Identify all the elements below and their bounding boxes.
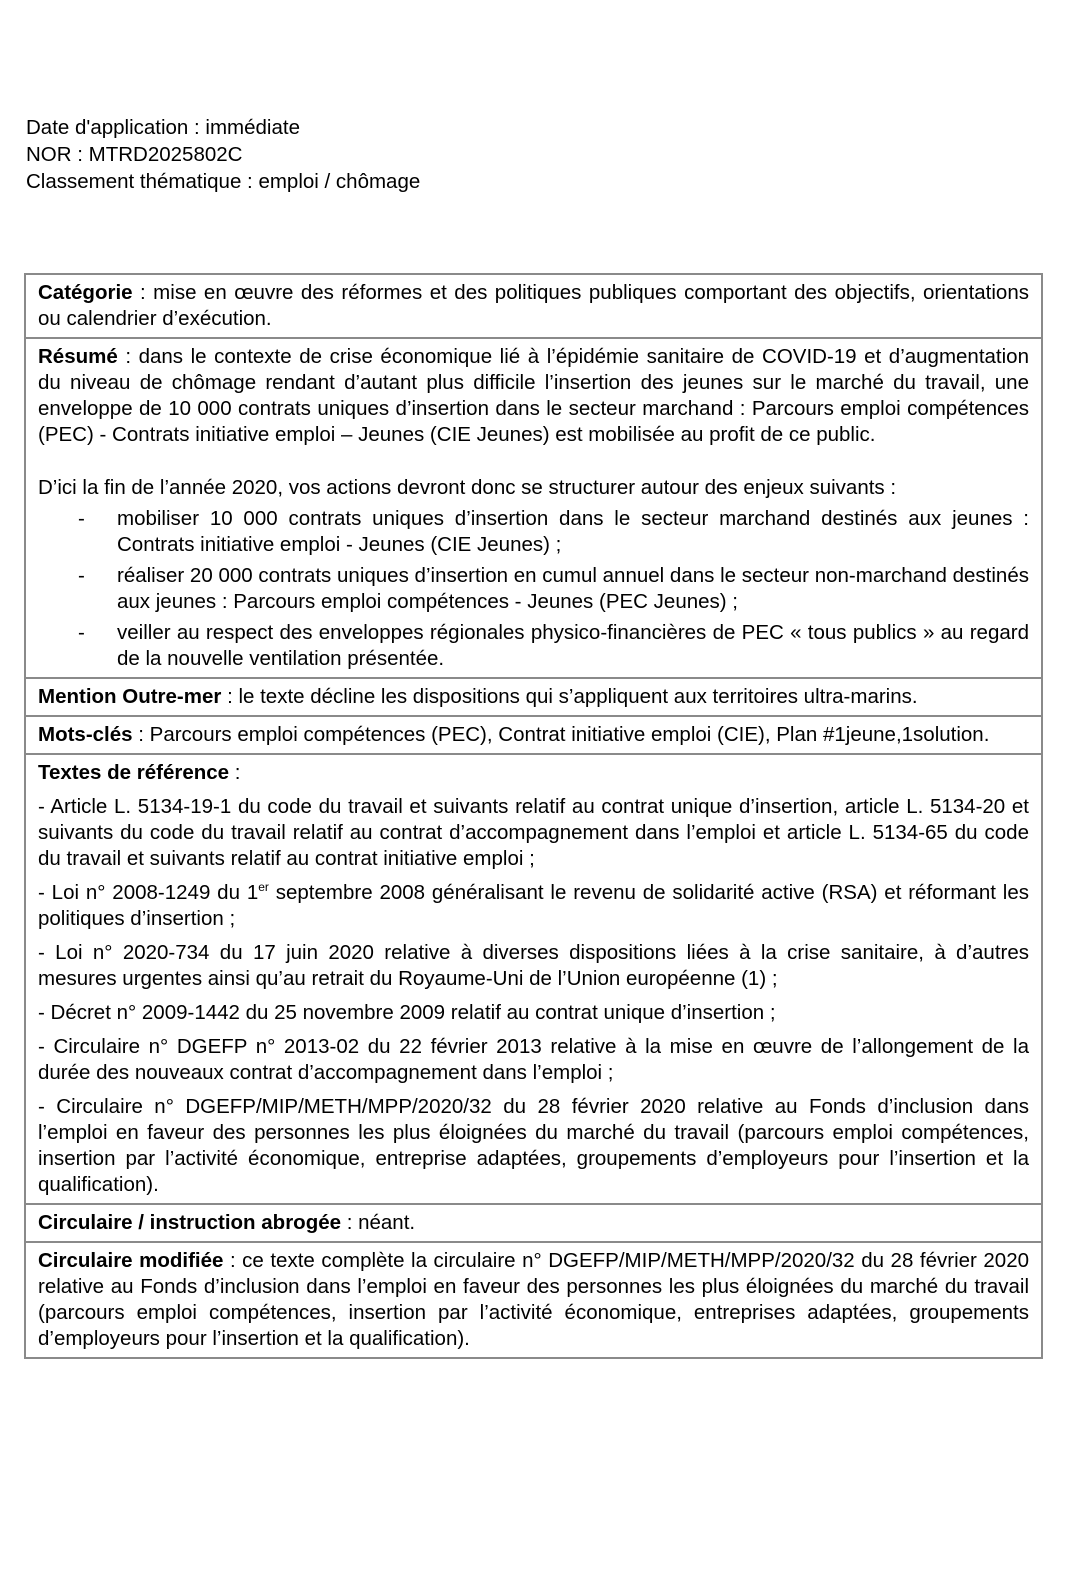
- motscles-text: : Parcours emploi compétences (PEC), Contrat initiative emploi (CIE), Plan #1jeune,1solution.: [132, 723, 990, 746]
- reference-item: - Décret n° 2009-1442 du 25 novembre 2009 relatif au contrat unique d’insertion ;: [38, 1001, 776, 1024]
- reference-item: - Loi n° 2008-1249 du 1er septembre 2008 généralisant le revenu de solidarité active (RSA) et réformant les politiques d’insertion ;: [38, 880, 1030, 930]
- reference-item: - Circulaire n° DGEFP n° 2013-02 du 22 février 2013 relative à la mise en œuvre de l’allongement de la durée des nouveaux contrat d’accompagnement dans l’emploi ;: [38, 1035, 1029, 1084]
- motscles-cell: [26, 715, 1041, 753]
- abrogee-label: Circulaire / instruction abrogée: [38, 1211, 342, 1234]
- abrogee-cell: [26, 1203, 1041, 1241]
- outremer-cell: [26, 677, 1041, 715]
- classement-thematique: Classement thématique : emploi / chômage: [26, 170, 421, 193]
- modifiee-label: Circulaire modifiée: [38, 1249, 224, 1272]
- resume-text: : dans le contexte de crise économique lié à l’épidémie sanitaire de COVID-19 et d’augmentation du niveau de chômage rendant d’autant plus difficile l’insertion des jeunes sur le marché du travail, une enveloppe de 10 000 contrats uniques d’insertion dans le secteur marchand : Parcours emploi compétences (PEC) - Contrats initiative emploi – Jeunes (CIE Jeunes) est mobilisée au profit de ce public.: [38, 345, 1029, 446]
- date-application: Date d'application : immédiate: [26, 116, 300, 139]
- list-item: - mobiliser 10 000 contrats uniques d’insertion dans le secteur marchand destinés aux jeunes : Contrats initiative emploi - Jeunes (CIE Jeunes) ;: [78, 507, 1029, 556]
- outremer-label: Mention Outre-mer: [38, 685, 222, 708]
- modifiee-text: : ce texte complète la circulaire n° DGEFP/MIP/METH/MPP/2020/32 du 28 février 2020 relative au Fonds d’inclusion dans l’emploi en faveur des personnes les plus éloignées du marché du travail (parcours emploi compétences, insertion par l’activité économique, entreprises adaptées, groupements d’employeurs pour l’insertion et la qualification).: [38, 1249, 1029, 1350]
- outremer-text: : le texte décline les dispositions qui s’appliquent aux territoires ultra-marins.: [221, 685, 918, 708]
- reference-item: - Circulaire n° DGEFP/MIP/METH/MPP/2020/32 du 28 février 2020 relative au Fonds d’inclusion dans l’emploi en faveur des personnes les plus éloignées du marché du travail (parcours emploi compétences, insertion par l’activité économique, entreprise adaptées, groupements d’employeurs pour l’insertion et la qualification).: [38, 1095, 1029, 1196]
- references-cell: Textes de référence : - Article L. 5134-19-1 du code du travail et suivants relatif au contrat unique d’insertion, article L. 5134-20 et suivants du code du travail relatif au contrat d’accompagnement dans l’emploi et article L. 5134-65 du code du travail et suivants relatif au contrat initiative emploi ; - Loi n° 2008-1249 du 1er septembre 2008 généralisant le revenu de solidarité active (RSA) et réformant les politiques d’insertion ; - Loi n° 2020-734 du 17 juin 2020 relative à diverses dispositions liées à la crise sanitaire, à d’autres mesures urgentes ainsi qu’au retrait du Royaume-Uni de l’Union européenne (1) ; - Décret n° 2009-1442 du 25 novembre 2009 relatif au contrat unique d’insertion ; - Circulaire n° DGEFP n° 2013-02 du 22 février 2013 relative à la mise en œuvre de l’allongement de la durée des nouveaux contrat d’accompagnement dans l’emploi ; - Circulaire n° DGEFP/MIP/METH/MPP/2020/32 du 28 février 2020 relative au Fonds d’inclusion dans l’emploi en faveur des personnes les plus éloignées du marché du travail (parcours emploi compétences, insertion par l’activité économique, entreprise adaptées, groupements d’employeurs pour l’insertion et la qualification).: [26, 753, 1041, 1203]
- motscles-label: Mots-clés: [38, 723, 133, 746]
- resume-cell: [26, 337, 1041, 677]
- abrogee-text: : néant.: [341, 1211, 416, 1234]
- resume-intro: D’ici la fin de l’année 2020, vos actions devront donc se structurer autour des enjeux suivants :: [38, 476, 897, 499]
- nor-reference: NOR : MTRD2025802C: [26, 143, 243, 166]
- categorie-label: Catégorie: [38, 281, 133, 304]
- reference-item: - Loi n° 2020-734 du 17 juin 2020 relative à diverses dispositions liées à la crise sanitaire, à d’autres mesures urgentes ainsi qu’au retrait du Royaume-Uni de l’Union européenne (1) ;: [38, 941, 1029, 990]
- references-label: Textes de référence: [38, 761, 230, 784]
- list-item: - veiller au respect des enveloppes régionales physico-financières de PEC « tous publics » au regard de la nouvelle ventilation présentée.: [78, 621, 1029, 670]
- resume-bullets: [38, 506, 1029, 672]
- document-header: [26, 114, 420, 195]
- resume-label: Résumé: [38, 345, 118, 368]
- reference-item: - Article L. 5134-19-1 du code du travail et suivants relatif au contrat unique d’insertion, article L. 5134-20 et suivants du code du travail relatif au contrat d’accompagnement dans l’emploi et article L. 5134-65 du code du travail et suivants relatif au contrat initiative emploi ;: [38, 795, 1029, 870]
- categorie-cell: [26, 275, 1041, 337]
- categorie-text: : mise en œuvre des réformes et des politiques publiques comportant des objectifs, orientations ou calendrier d’exécution.: [38, 281, 1029, 330]
- list-item: - réaliser 20 000 contrats uniques d’insertion en cumul annuel dans le secteur non-marchand destinés aux jeunes : Parcours emploi compétences - Jeunes (PEC Jeunes) ;: [78, 564, 1029, 613]
- modifiee-cell: [26, 1241, 1041, 1357]
- summary-table: [24, 273, 1043, 1359]
